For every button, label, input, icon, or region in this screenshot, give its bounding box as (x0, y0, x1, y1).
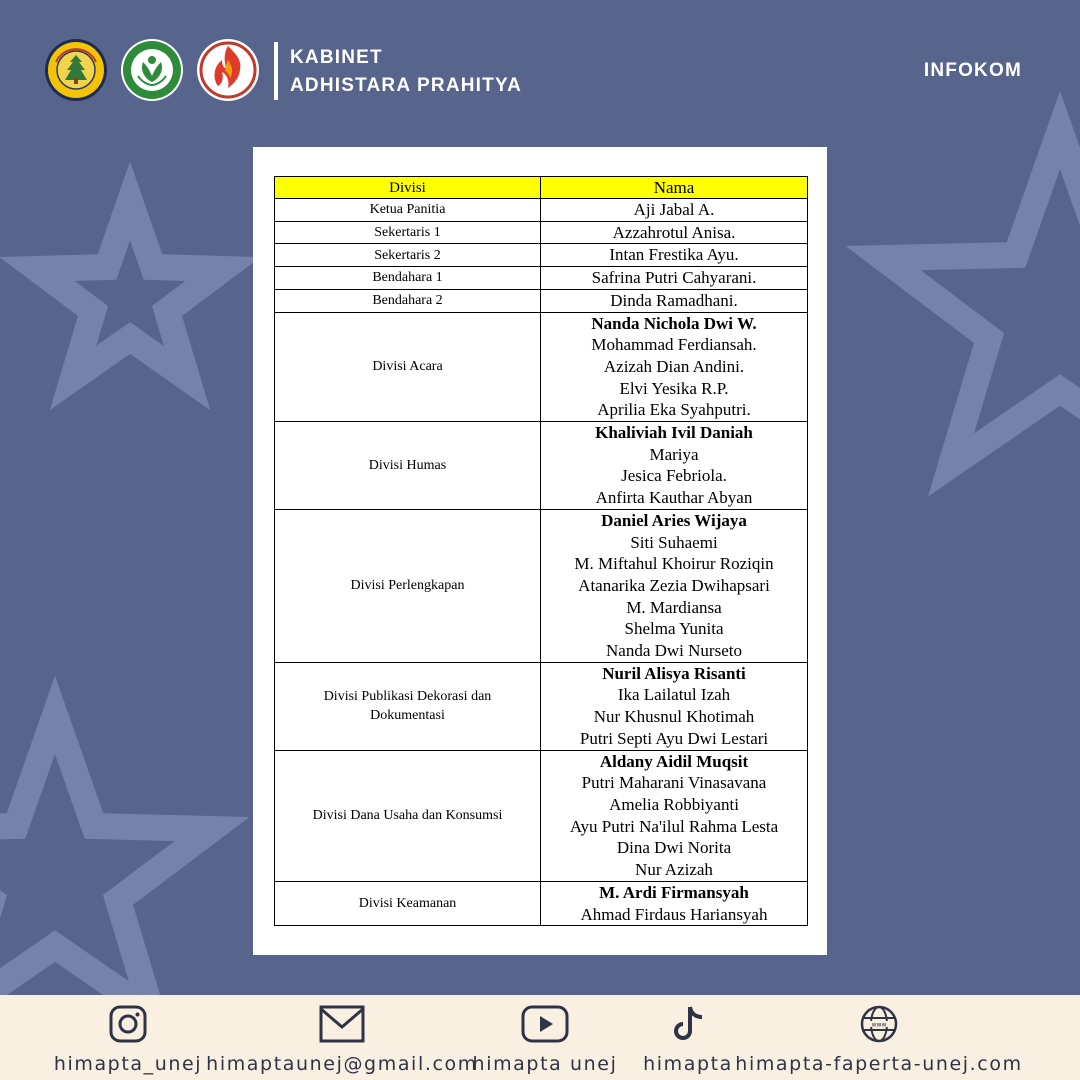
names-cell (541, 289, 808, 312)
star-outline-bottom (0, 715, 212, 1013)
table-row (275, 289, 808, 312)
star-outline-right (883, 130, 1080, 465)
member-name: Aji Jabal A. (633, 200, 715, 219)
star-outline-left (37, 201, 223, 378)
member-name: Shelma Yunita (624, 619, 724, 639)
division-cell: Ketua Panitia (275, 199, 541, 222)
header-name: Nama (541, 177, 808, 199)
footer-tiktok[interactable] (643, 1003, 733, 1075)
committee-table (274, 176, 808, 926)
member-name: Jesica Febriola. (621, 466, 727, 486)
cabinet-name (290, 44, 522, 100)
footer-email-label: himaptaunej@gmail.com (206, 1053, 478, 1075)
division-cell: Divisi Keamanan (275, 881, 541, 925)
footer-instagram-label: himapta_unej (53, 1053, 203, 1075)
member-name: Mohammad Ferdiansah. (591, 335, 757, 355)
globe-icon (859, 1003, 899, 1045)
table-body (275, 199, 808, 926)
table-row (275, 199, 808, 222)
names-cell (541, 199, 808, 222)
svg-text:www: www (871, 1021, 887, 1029)
member-name: Mariya (649, 444, 699, 464)
names-cell (541, 662, 808, 750)
table-row (275, 750, 808, 881)
footer-website[interactable] (735, 1003, 1023, 1075)
table-header-row (275, 177, 808, 199)
division-cell: Divisi Acara (275, 312, 541, 422)
member-name: Safrina Putri Cahyarani. (591, 268, 757, 288)
member-name: Aprilia Eka Syahputri. (597, 400, 751, 420)
member-name: Dinda Ramadhani. (610, 290, 738, 310)
division-cell: Divisi Dana Usaha dan Konsumsi (275, 750, 541, 881)
footer-instagram[interactable] (53, 1003, 203, 1075)
member-name: Putri Maharani Vinasavana (581, 773, 767, 793)
member-name: Nanda Dwi Nurseto (606, 641, 742, 661)
division-coordinator-name: Nanda Nichola Dwi W. (591, 313, 757, 333)
member-name: Atanarika Zezia Dwihapsari (578, 575, 770, 595)
division-coordinator-name: Aldany Aidil Muqsit (599, 751, 749, 771)
division-coordinator-name: Nuril Alisya Risanti (602, 663, 746, 683)
division-cell: Divisi Publikasi Dekorasi dan Dokumentasi (275, 662, 541, 750)
names-cell (541, 509, 808, 662)
names-cell (541, 267, 808, 290)
member-name: Nur Azizah (635, 860, 713, 880)
footer-email[interactable] (206, 1003, 478, 1075)
division-cell: Sekertaris 1 (275, 221, 541, 244)
names-cell (541, 244, 808, 267)
table-row (275, 312, 808, 422)
table-row (275, 221, 808, 244)
division-cell: Sekertaris 2 (275, 244, 541, 267)
division-cell: Bendahara 1 (275, 267, 541, 290)
footer-youtube-label: himapta unej (472, 1053, 618, 1075)
footer-tiktok-label: himapta (643, 1053, 733, 1075)
himapta-logo (120, 38, 184, 102)
footer-website-label: himapta-faperta-unej.com (735, 1053, 1023, 1075)
member-name: M. Miftahul Khoirur Roziqin (574, 554, 774, 574)
header-division: Divisi (275, 177, 541, 199)
division-coordinator-name: Daniel Aries Wijaya (601, 510, 747, 530)
member-name: Ayu Putri Na'ilul Rahma Lesta (569, 816, 779, 836)
names-cell (541, 750, 808, 881)
division-coordinator-name: Khaliviah Ivil Daniah (595, 423, 753, 443)
member-name: Elvi Yesika R.P. (619, 378, 729, 398)
division-cell: Bendahara 2 (275, 289, 541, 312)
table-row (275, 509, 808, 662)
table-row (275, 267, 808, 290)
footer (0, 995, 1080, 1080)
division-cell: Divisi Humas (275, 422, 541, 510)
cabinet-line-2: ADHISTARA PRAHITYA (290, 75, 523, 96)
youtube-icon (521, 1003, 569, 1045)
member-name: Dina Dwi Norita (616, 838, 732, 858)
logo-group (44, 28, 260, 112)
universitas-jember-logo (44, 38, 108, 102)
header-divider (274, 42, 278, 100)
document-page (253, 147, 827, 955)
names-cell (541, 422, 808, 510)
table-row (275, 881, 808, 925)
member-name: Nur Khusnul Khotimah (593, 707, 755, 727)
mail-icon (319, 1003, 365, 1045)
adhistara-prahitya-logo (196, 38, 260, 102)
member-name: Azizah Dian Andini. (603, 356, 745, 376)
member-name: Anfirta Kauthar Abyan (595, 488, 753, 508)
member-name: Azzahrotul Anisa. (612, 222, 736, 242)
names-cell (541, 221, 808, 244)
cabinet-line-1: KABINET (290, 47, 383, 68)
table-row (275, 422, 808, 510)
member-name: Ika Lailatul Izah (617, 685, 731, 705)
tiktok-icon (669, 1003, 707, 1045)
footer-youtube[interactable] (472, 1003, 618, 1075)
table-row (275, 662, 808, 750)
names-cell (541, 881, 808, 925)
member-name: Siti Suhaemi (630, 532, 718, 552)
member-name: Amelia Robbiyanti (609, 794, 739, 814)
member-name: Putri Septi Ayu Dwi Lestari (579, 728, 769, 748)
division-cell: Divisi Perlengkapan (275, 509, 541, 662)
table-row (275, 244, 808, 267)
department-label: INFOKOM (923, 60, 1022, 81)
instagram-icon (108, 1003, 148, 1045)
member-name: M. Mardiansa (626, 597, 722, 617)
names-cell (541, 312, 808, 422)
member-name: Ahmad Firdaus Hariansyah (580, 904, 768, 924)
member-name: Intan Frestika Ayu. (609, 245, 739, 265)
division-coordinator-name: M. Ardi Firmansyah (599, 882, 749, 902)
